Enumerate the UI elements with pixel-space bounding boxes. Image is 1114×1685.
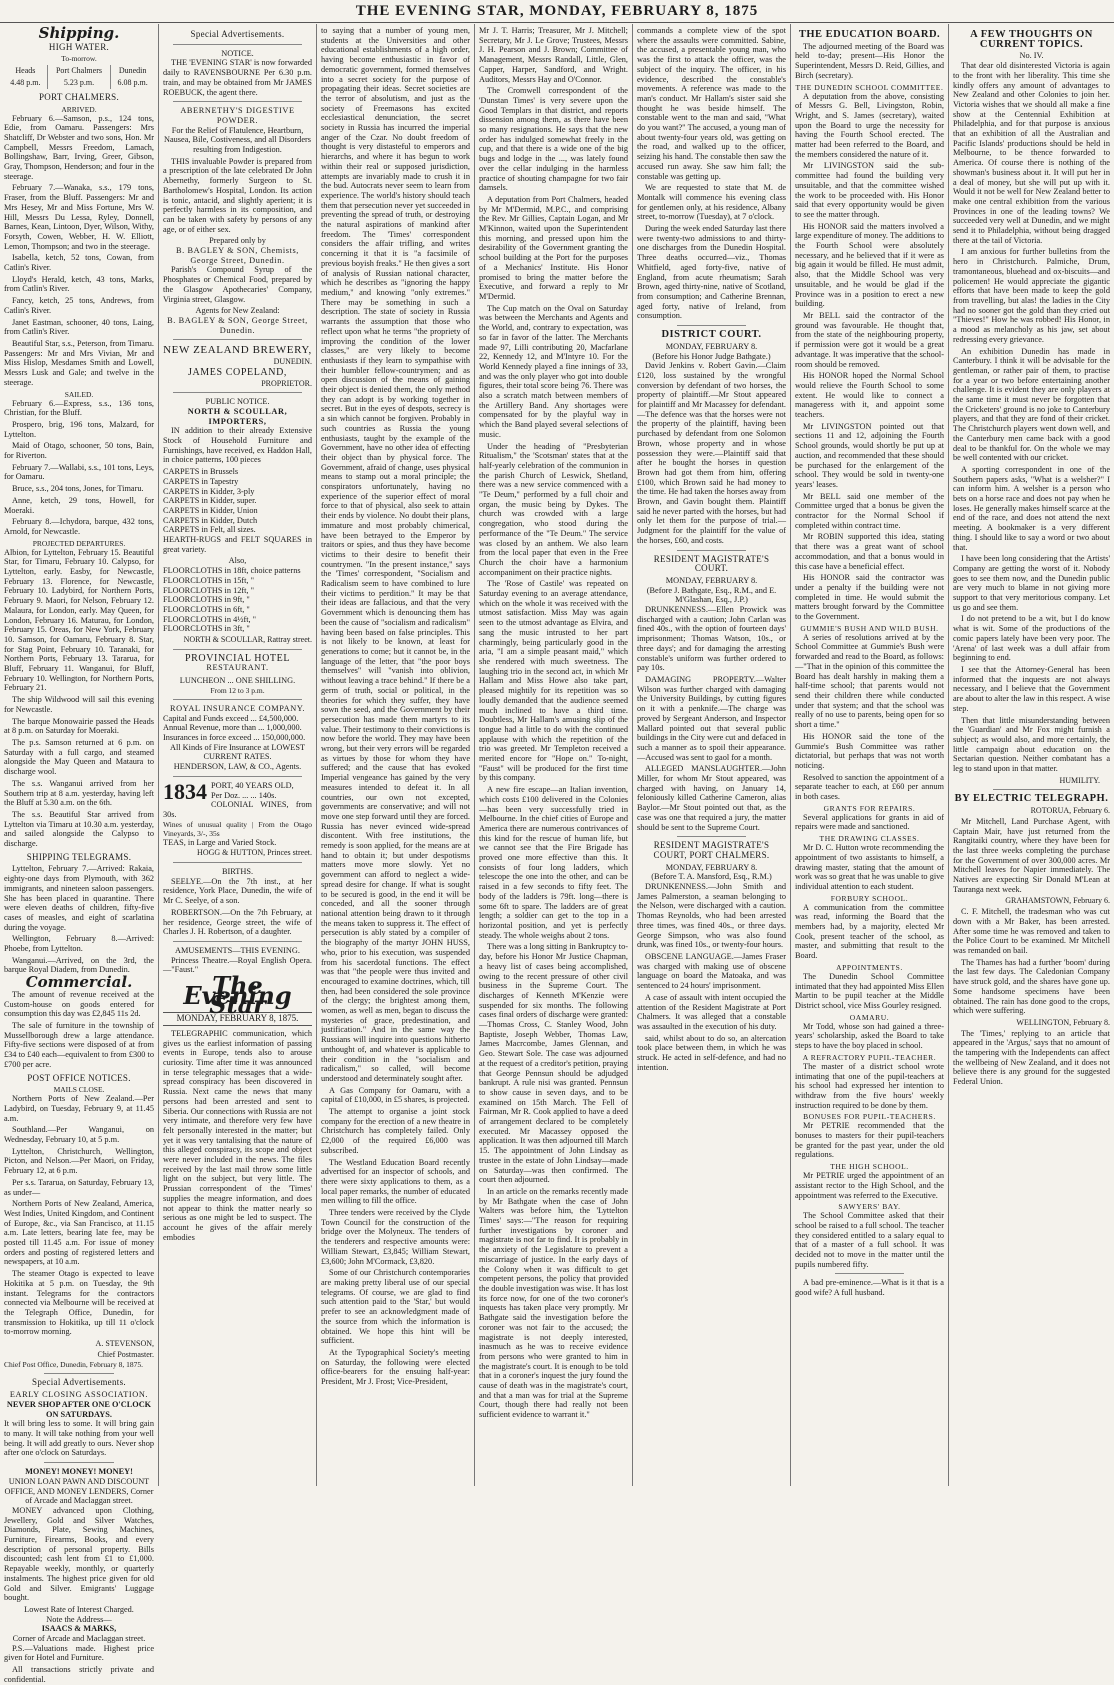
edu-subheading: BONUSES FOR PUPIL-TEACHERS. <box>803 1112 936 1122</box>
royal-capital: Capital and Funds exceed ... £4,500,000. <box>163 713 299 723</box>
projected-list: Albion, for Lyttelton, February 15. Beautiful Star, for Timaru, February 10. Calypso, for Lyttelton, early. Easby, for Newcastle, February 13. Florence, for Newcastle, February 10. Ladybird, for Northern Ports, February 9. Maori, for Nelson, February 12. Malaura, for London, early. May Queen, for London, February 16. Maturau, for London, February 15. Oreas, for New York, February 10. Samson, for Oamaru, February 8. Star, for Stag Point, February 10. Taranaki, for Northern Ports, February 13. Tararua, for Bluff, February 11. Wanganui, for Bluff, February 10. Wellington, for Northern Ports, February 21. <box>4 547 154 693</box>
separator <box>173 699 302 700</box>
current-topics-heading: A FEW THOUGHTS ON CURRENT TOPICS. <box>970 29 1093 50</box>
carpet-item: CARPETS in Kidder, super. <box>163 496 257 506</box>
separator <box>173 44 302 45</box>
floorcloth-item: FLOORCLOTHS in 15ft, " <box>163 575 254 585</box>
brewery-proprietor-name: JAMES COPELAND, <box>187 366 287 378</box>
money-heading: MONEY! MONEY! MONEY! <box>25 1467 133 1477</box>
topics-text: I am anxious for further bulletins from the hero in Christchurch. Palmiche, Drum, tramontaneous, bluehead and ox-biscuits—and policemen! He would appreciate the gigantic efforts that have been made to keep the gold from travelling, but alas! the ladies in the City had no sooner got the gold than they cried out "Thieves!" How he was robbed! His Honor, in a mood as melancholy as his jaw, set about redressing every grievance. <box>953 247 1110 344</box>
notice-text: THE 'EVENING STAR' is now forwarded daily to RAVENSBOURNE Per 6.30 p.m. train, and may be obtained from Mr JAMES ROEBUCK, the agent there. <box>163 58 312 97</box>
telegraph-dateline: ROTORUA, February 6. <box>1030 806 1110 816</box>
bagley-address: B. BAGLEY & SON, Chemists, George Street, Dunedin. <box>176 246 299 265</box>
news-item: The attempt to organise a joint stock company for the erection of a new theatre in Christchurch has completely failed. Only £2,000 of the required £6,000 was subscribed. <box>321 1107 470 1155</box>
newspaper-masthead: THE EVENING STAR, MONDAY, FEBRUARY 8, 1875 <box>355 3 759 19</box>
news-item: Three tenders were received by the Clyde Town Council for the construction of the bridge over the Molyneux. The tenders of the tenderers and respective amounts were: William Stewart, £3,845; William Stewart, £3,600; John M'Cormack, £3,820. <box>321 1208 470 1266</box>
royal-rates: All Kinds of Fire Insurance at LOWEST CURRENT RATES. <box>169 742 306 762</box>
edu-text: Resolved to sanction the appointment of a separate teacher to each, at £60 per annum in both cases. <box>795 772 944 802</box>
edu-subheading: THE DRAWING CLASSES. <box>819 834 920 844</box>
column-advertisements <box>159 26 316 1484</box>
money-name: ISAACS & MARKS, <box>41 1624 117 1634</box>
floorcloth-item: FLOORCLOTHS in 4½ft, " <box>163 614 257 624</box>
masthead <box>0 0 1114 23</box>
edu-subheading: THE DUNEDIN SCHOOL COMMITTEE. <box>795 82 944 92</box>
news-item: At the Typographical Society's meeting on Saturday, the following were elected office-bearers for the ensuing half-year: President, Mr J. Frost; Vice-President, <box>321 1347 470 1387</box>
news-item: The Cup match on the Oval on Saturday was between the Merchants and Agents and the World, and, contrary to expectation, was so far in favor of the latter. The Merchants made 97, Lilli contributing 20, Macfarlane 22, Kennedy 12, and M'Intyre 10. For the World Kennedy played a fine innings of 33, and was the only player who got into double figures, their total score being 76. There was also a scratch match between members of the Artillery Band. Any shortages were compensated for by the playful way in which the Band played several selections of music. <box>479 303 628 439</box>
sailing: Prospero, brig, 196 tons, Malzard, for Lyttelton. <box>4 419 154 439</box>
carpet-item: CARPETS in Felt, all sizes. <box>163 525 256 535</box>
sailing: Anne, ketch, 29 tons, Howell, for Moeraki. <box>4 495 154 515</box>
port-chalmers-heading: PORT CHALMERS. <box>38 91 119 102</box>
brewery-town: DUNEDIN. <box>273 357 312 367</box>
floorcloth-item: FLOORCLOTHS in 3ft, " <box>163 624 250 634</box>
tide-head: Port Chalmers <box>47 65 111 77</box>
rm-court-port-text: said, whilst about to do so, an altercation took place between them, in which he was struck. He acted in self-defence, and had no intention. <box>637 1033 786 1072</box>
separator <box>173 776 302 777</box>
teas-text: TEAS, in Large and Varied Stock. <box>163 837 277 847</box>
bagley-address: B. BAGLEY & SON, George Street, Dunedin. <box>167 315 308 335</box>
post-notice: Northern Ports of New Zealand, America, West Indies, United Kingdom, and Continent of Europe, &c., via San Francisco, at 11.15 a.m. Late letters, bearing late fee, may be posted till 11.45 a.m. For issue of money orders and posting of registered letters and newspapers, at 10 a.m. <box>4 1199 154 1267</box>
sailing: Maid of Otago, schooner, 50 tons, Bain, for Riverton. <box>4 441 154 461</box>
port-heading: PORT, 40 YEARS OLD, <box>211 780 294 790</box>
arrived-heading: ARRIVED. <box>61 104 97 114</box>
news-item: During the week ended Saturday last there were twenty-two admissions to and thirty-one discharges from the Dunedin Hospital. Three deaths occurred—viz., Thomas Whitfield, aged forty-five, native of England, from acute rheumatism; Sarah Brown, aged thirty-nine, native of Scotland, from consumption; and Catherine Brennan, aged forty, native of Ireland, from consumption. <box>637 224 786 321</box>
separator <box>173 649 302 650</box>
edu-text: Mr LIVINGSTON pointed out that sections 11 and 12, adjoining the Fourth School grounds, would shortly be put up at auction, and recommended that these should be purchased for the enlargement of the school. They would be sold in twenty-one years' leases. <box>795 421 944 489</box>
port-year: 1834 <box>163 778 207 804</box>
births-heading: BIRTHS. <box>221 867 254 877</box>
carpet-item: CARPETS in Tapestry <box>163 476 239 486</box>
powder-text: THIS invaluable Powder is prepared from a prescription of the late celebrated Dr John Abernethy, formerly Surgeon to St. Bartholomew's Hospital, London. Its action is tonic, antacid, and slightly aperient; it is perfectly harmless in its composition, and can be taken with safety by persons of any age, or of either sex. <box>163 156 312 234</box>
edu-text: Mr BELL said one member of the Committee urged that a bonus be given the contractor for the Normal School if completed within contract time. <box>795 491 944 530</box>
edu-text: Mr ROBIN supported this idea, stating that there was a great want of school accommodation, and that a bonus would in this case have a beneficial effect. <box>795 532 944 571</box>
post-notice: The steamer Otago is expected to leave Hokitika at 5 p.m. on Tuesday, the 9th instant. Telegrams for the contractors connected via Melbourne will be received at the Telegraph Office, Dunedin, for transmission to Hokitika, up till 11 o'clock to-morrow morning. <box>4 1269 154 1337</box>
rm-court-date: MONDAY, FEBRUARY 8. <box>665 575 758 585</box>
arrival: Lloyd's Herald, ketch, 43 tons, Marks, from Catlin's River. <box>4 274 154 294</box>
floorcloth-item: FLOORCLOTHS in 18ft, choice patterns <box>163 566 301 576</box>
edu-subheading: SAWYERS' BAY. <box>838 1202 901 1212</box>
ship-news: The p.s. Samson returned at 6 p.m. on Saturday with a full cargo, and steamed alongside the May Queen and Mataura to discharge wool. <box>4 738 154 777</box>
post-notice: Lyttelton, Christchurch, Wellington, Picton, and Nelson.—Per Maori, on Friday, February 12, at 6 p.m. <box>4 1146 154 1176</box>
district-court-heading: DISTRICT COURT. <box>661 329 762 341</box>
news-item: commands a complete view of the spot where the assaults were committed. Sabine, the accused, a presentable young man, who was the first to attack the officer, was the subject of the inquiry. The officer, in his evidence, described the constable's movements. A reference was made to the man's conduct. Mr Hallam's sister said she thought he was beside himself. The constable went to the man and said, "What do you want?" The accused, a young man of about twenty-four years old, was getting on the road, and walked up to the officer, seizing his hand. The constable then saw the accused run away. She saw him fall; the constable was getting up. <box>637 26 786 181</box>
floorcloth-item: FLOORCLOTHS in 12ft, " <box>163 585 254 595</box>
news-item: Some of our Christchurch contemporaries are making pretty liberal use of our special telegrams. Of course, we are glad to find such attention paid to the 'Star,' but would prefer to see an acknowledgment made of the source from which the information is obtained. We hope this hint will be sufficient. <box>321 1268 470 1346</box>
commercial-text: The amount of revenue received at the Custom-house on goods entered for consumption this day was £2,845 11s 2d. <box>4 989 154 1019</box>
topics-text: An exhibition Dunedin has made in Canterbury. I think it will be advisable for the gentleman, or rather pair of them, to practise for a year or two before entertaining another challenge. It is evident they are only players at the same time it must never be forgotten that the Cricketers' ground is no joke to Canterbury players, and that they are fond of their cricket. The Christchurch players went down well, and the Canterbury men came back with a good deal to be thankful for. On the whole we may be well contented with our cricket. <box>953 346 1110 463</box>
edu-subheading: FORBURY SCHOOL. <box>830 893 909 903</box>
mails-close-heading: MAILS CLOSE. <box>53 1085 105 1095</box>
news-item: A new fire escape—an Italian invention, which costs £100 delivered in the Colonies—has been very successfully tried in Melbourne. In the chief cities of Europe and America there are numerous contrivances of this kind for the rescue of human life, but we cannot see that the Fire Brigade has proved one more effective than this. It consists of four long ladders, which telescope the one into the other, and can be raised in a few seconds to fifty feet. The body of the ladders is 79ft. long—there is some 6ft to spare. The ladders are of great length; a soldier can get to the top in a horizontal position, and yet is perfectly steady. The whole weighs about 2 tons. <box>479 785 628 940</box>
wines-text: Wines of unusual quality | From the Otago Vineyards, 3/-, 35s <box>163 819 312 838</box>
edu-text: The master of a district school wrote intimating that one of the pupil-teachers at his school had expressed her intention to withdraw from the five hours' weekly instruction required to be done by them. <box>795 1061 944 1110</box>
topics-text: I do not pretend to be a wit, but I do know what is wit. Some of the productions of the comic papers lately have been very poor. The 'Arena' of last week was a dull affair from beginning to end. <box>953 614 1110 663</box>
news-item: In an article on the remarks recently made by Mr Bathgate when the case of John Walters was before him, the 'Lyttelton Times' says:—"The reason for requiring further investigations by coroner and magistrate is not far to find. It is probably in the anxiety of the Legislature to prevent a miscarriage of justice. In the early days of the Colony when it was difficult to get competent persons, the policy that provided the double investigation was wise. It has lost its force now, for one of the two coroner's inquests has taken place very promptly. Mr Bathgate said the investigation before the coroner was not fair to the accused; the magistrate is not deeply interested, inasmuch as he was to receive evidence from persons who were granted to him in the magistrate's court. It is enough to be told that in a coroner's inquest the jury found the cause of death was in the magistrate's court, and that a man was for trial at the Supreme Court, though there had really not been sufficient evidence to warrant it." <box>479 1186 628 1420</box>
luncheon-text: LUNCHEON ... ONE SHILLING. <box>179 676 296 686</box>
floorcloth-list <box>163 566 312 634</box>
edu-text: Mr BELL said the contractor of the ground was favourable. He thought that, from the state of the neighbouring property, if permission were got it would be a great advantage. It was imperative that the school-room should be removed. <box>795 310 944 369</box>
edu-text: His HONOR hoped the Normal School would relieve the Fourth School to some extent. He would like to connect a manageress with it, and appoint some teachers. <box>795 371 944 420</box>
special-ads-heading: Special Advertisements. <box>32 1377 126 1388</box>
education-board-heading: THE EDUCATION BOARD. <box>798 29 941 40</box>
edu-subheading: OAMARU. <box>849 1012 890 1022</box>
public-notice-heading: PUBLIC NOTICE. <box>205 397 270 407</box>
edu-subheading: A REFRACTORY PUPIL-TEACHER. <box>802 1052 937 1062</box>
tide-time: 6.08 p.m. <box>111 77 154 89</box>
edu-text: Mr PETRIE urged the appointment of an assistant rector to the High School, and the appointment was referred to the Executive. <box>795 1171 944 1200</box>
powder-heading: ABERNETHY'S DIGESTIVE POWDER. <box>180 106 295 125</box>
separator <box>677 836 746 837</box>
tide-head: Dunedin <box>111 65 154 77</box>
news-item: Under the heading of "Presbyterian Ritualism," the 'Scotsman' states that at the half-yearly celebration of the communion in the parish Church of Leswick, Shetland, there was a new service commenced with a "Te Deum," performed by a full choir and organ, the music being by Dykes. The church was crowded with a large congregation, who stood during the performance of the "Te Deum." The service was closed by an anthem. We also learn from the local paper that even in the Free Church the choir have a harmonium accompaniment on their practice nights. <box>479 441 628 577</box>
arrival: Beautiful Star, s.s., Peterson, from Timaru. Passengers: Mr and Mrs Vivian, Mr and Miss Hislop, Mesdames Smith and Lowell, Messrs Lusk and Gale; and twelve in the steerage. <box>4 338 154 387</box>
luncheon-time: From 12 to 3 p.m. <box>210 685 265 695</box>
news-item: A Gas Company for Oamaru, with a capital of £10,000, in £5 shares, is projected. <box>321 1085 470 1105</box>
ship-news: The s.s. Beautiful Star arrived from Lyttelton via Timaru at 10.30 a.m. yesterday, and sailed alongside the Calypso to discharge. <box>4 809 154 849</box>
hotel-heading: PROVINCIAL HOTEL <box>184 652 291 664</box>
edu-text: A series of resolutions arrived at by the School Committee at Gummie's Bush were forwarded and read to the Board, as follows:—"That in the opinion of this committee the Board has dealt harshly in making them a half-time school; that parents would not send their children there while conducted under that system; and that the school was really of no use to parents, being open for so short a time." <box>795 632 944 730</box>
post-notice: Southland.—Per Wanganui, on Wednesday, February 10, at 5 p.m. <box>4 1125 154 1145</box>
separator <box>173 862 302 863</box>
edu-text: The adjourned meeting of the Board was held to-day; present—His Honor the Superintendent, Messrs D. Reid, Gillies, and Birch (secretary). <box>795 41 944 80</box>
ns-signature: NORTH & SCOULLAR, Rattray street. <box>183 635 312 645</box>
rm-court-port-judge: (Before T. A. Mansford, Esq., R.M.) <box>651 872 772 882</box>
sailed-heading: SAILED. <box>64 389 94 399</box>
edu-text: Several applications for grants in aid of repairs were made and sanctioned. <box>795 812 944 832</box>
carpet-item: CARPETS in Kidder, Dutch <box>163 515 258 525</box>
edu-text: A deputation from the above, consisting of Messrs G. Bell, Livingston, Robin, Wright, and S. James (secretary), waited upon the Board to urge the necessity for having the Fourth School erected. The matter had been referred to the Board, and the members considered the nature of it. <box>795 91 944 159</box>
evening-star-title: The Evening Star <box>183 971 292 1020</box>
telegram: Wanganui.—Arrived, on the 3rd, the barque Royal Diadem, from Dunedin. <box>4 955 154 975</box>
topics-text: I see that the Attorney-General has been informed that the inquests are not always necessary, and I believe that the Government are about to alter the law in this respect. A wise step. <box>953 665 1110 713</box>
arrival: Isabella, ketch, 52 tons, Cowan, from Catlin's River. <box>4 253 154 273</box>
separator <box>173 339 302 340</box>
post-notice: Per s.s. Tararua, on Saturday, February 13, as under— <box>4 1177 154 1197</box>
telegram: Lyttelton, February 7.—Arrived: Rakaia, eighty-one days from Plymouth, with 362 immigrants, and nineteen saloon passengers. She has been placed in quarantine. There were eleven deaths of children, fifty-five cases of measles, and eight of scarlatina during the voyage. <box>4 864 154 932</box>
sailing: February 7.—Wallabi, s.s., 101 tons, Leys, for Oamaru. <box>4 462 154 482</box>
carpet-item: CARPETS in Brussels <box>163 467 239 477</box>
sailing: February 8.—Ichydora, barque, 432 tons, Arnold, for Newcastle. <box>4 517 154 536</box>
edu-text: The Dunedin School Committee intimated that they had appointed Miss Ellen Martin to be pupil teacher at the Middle District school, vice Miss Gourley resigned. <box>795 971 944 1010</box>
royal-agents: HENDERSON, LAW, & CO., Agents. <box>173 762 302 772</box>
arrival: February 6.—Samson, p.s., 124 tons, Edie, from Oamaru. Passengers: Mrs Shatcliff, Dr Webster and two sons, Hon. Mr Campbell, Messrs Freedom, Lamach, Bollingshaw, Barr, Irving, Greer, Gibson, Gray, Thompson, Henderson; and four in the steerage. <box>4 113 154 181</box>
hearth-rugs: HEARTH-RUGS and FELT SQUARES in great variety. <box>163 535 312 554</box>
colonial-wines: COLONIAL WINES, from 30s. <box>163 800 312 819</box>
edu-text: The School Committee asked that their school be raised to a full school. The teacher they considered entitled to a salary equal to that of a master of a full school. It was decided not to move in the matter until the pupils numbered fifty. <box>795 1211 944 1269</box>
shipping-telegrams-heading: SHIPPING TELEGRAMS. <box>26 851 132 862</box>
column-shipping <box>0 24 158 1684</box>
ns-text: IN addition to their already Extensive Stock of Household Furniture and Furnishings, have received, ex Haddon Hall, in choice patterns, 100 pieces <box>163 426 312 465</box>
arrival: Fancy, ketch, 25 tons, Andrews, from Catlin's River. <box>4 296 154 315</box>
high-water-heading: HIGH WATER. <box>48 41 110 52</box>
telegraph-text: The Thames has had a further 'boom' during the last few days. The Caledonian Company have struck gold, and the shares have gone up. Some handsome specimens have been obtained. The rain has done good to the crops, which were suffering. <box>953 957 1110 1016</box>
news-item: Mr J. T. Harris; Treasurer, Mr J. Mitchell; Secretary, Mr J. Le Grove; Trustees, Messrs J. H. Pearson and J. Brown; Committee of Management, Messrs Randall, Little, Glen, Capper, Harper, Sandford, and Wright. Auditors, Messrs Hay and O'Connor. <box>479 26 628 84</box>
money-rate: Lowest Rate of Interest Charged. <box>24 1604 134 1614</box>
brewery-proprietor-label: PROPRIETOR. <box>261 378 312 388</box>
column-news <box>475 26 632 1484</box>
edu-text: Mr LIVINGSTON said the sub-committee had found the building very unsuitable, and that the committee wished the work to be proceeded with. His Honor said that every opportunity would be given to see the matter through. <box>795 161 944 219</box>
news-item: The Westland Education Board recently advertised for an inspector of schools, and there were sixty applications to them, as a local paper remarks, the number of educated men willing to fill the office. <box>321 1157 470 1206</box>
sailing: February 6.—Express, s.s., 136 tons, Christian, for the Bluff. <box>4 398 154 418</box>
rm-court-port-text: A case of assault with intent occupied the attention of the Resident Magistrate at Port Chalmers. It was alleged that a constable was assaulted in the execution of his duty. <box>637 992 786 1031</box>
rm-court-text: ALLEGED MANSLAUGHTER.—John Miller, for whom Mr Stout appeared, was charged with having, on January 14, feloniously killed Catherine Cameron, alias Baylor.—Mr Stout pointed out that, as the case was one that required a jury, the matter should be sent to the Supreme Court. <box>637 764 786 832</box>
evening-star-date: MONDAY, FEBRUARY 8, 1875. <box>163 1012 312 1026</box>
edu-text: His HONOR said the matters involved a large expenditure of money. The additions to the Fourth School were absolutely necessary, and he believed that if it were as big again it would be filled. He must admit, also, that the Middle School was very unsuitable, and he would be glad if the Province was in a position to erect a new building. <box>795 221 944 309</box>
district-court-date: MONDAY, FEBRUARY 8. <box>665 341 758 351</box>
separator <box>993 789 1070 790</box>
union-loan-heading: UNION LOAN PAWN AND DISCOUNT OFFICE, AND MONEY LENDERS, Corner of Arcade and Maclaggan street. <box>4 1476 154 1506</box>
money-address: Corner of Arcade and Maclaggan street. <box>12 1634 146 1644</box>
ship-news: The barque Monowairie passed the Heads at 8 p.m. on Saturday for Moeraki. <box>4 716 154 736</box>
rm-court-text: DRUNKENNESS.—Ellen Prowick was discharged with a caution; John Carlan was fined 40s., with the option of fourteen days' imprisonment; Thomas Watson, 10s., or three days'; and for damaging the arresting constable's uniform was further ordered to pay 10s. <box>637 605 786 673</box>
parish-text: Parish's Compound Syrup of the Phosphates or Chemical Food, prepared by the Glasgow Apothecaries' Company, Virginia street, Glasgow. <box>163 265 312 304</box>
notice-heading: NOTICE. <box>221 48 254 58</box>
rm-court-port-text: DRUNKENNESS.—John Smith and James Palmerston, a seaman belonging to the Nelson, were discharged with a caution. Thomas Reynolds, who had been arrested three times, was fined 40s., or three days. George Simpson, who was also found drunk, was fined 10s., or twenty-four hours. <box>637 882 786 950</box>
high-water-sub: To-morrow. <box>61 54 97 64</box>
news-item: There was a long sitting in Bankruptcy to-day, before his Honor Mr Justice Chapman, a heavy list of cases being accomplished, owing to the recent pressure of other civil business in the Supreme Court. The discharges of Kenneth M'Kenzie were suspended for six months. The following cases final orders of discharge were granted:—Thomas Cross, C. Stanley Wood, John Baptiste, Joseph Webber, Thomas Law, James Macrcombe, James Glennan, and Geo. Stewart Sole. The case was adjourned at the request of a creditor's petition, praying that George Pennsun should be adjudged bankrupt. A rule nisi was granted. Pennsun to show cause in seven days, and to be examined on 15th March. The Fell of Fairman, Mr R. Cook applied to have a deed of arrangement declared to be completely executed. Mr Macassey opposed the application. It was then adjourned till March 15. The appointment of John Lindsay as trustee in the estate of John Lindsay—made on Saturday—was then confirmed. The court then adjourned. <box>479 942 628 1185</box>
ship-news: The s.s. Wanganui arrived from her Southern trip at 8 a.m. yesterday, having left the Bluff at 5.30 a.m. on the 6th. <box>4 778 154 808</box>
separator <box>173 392 302 393</box>
separator <box>173 101 302 102</box>
topics-text: A sporting correspondent in one of the Southern papers asks, "What is a welsher?" I can inform him. A welsher is a person who bets on a horse race and does not pay when he loses. He generally makes himself scarce at the end of the race, and does not attend the next meeting. A bookmaker is a very different thing. I should like to say a word or two about that. <box>953 464 1110 552</box>
telegraph-text: The 'Times,' replying to an article that appeared in the 'Argus,' says that no amount of the tampering with the Independents can affect the wellbeing of New Zealand, and it does not believe there is any ground for the suggested Federal Union. <box>953 1028 1110 1087</box>
column-education-board <box>791 26 948 1484</box>
rm-court-port-heading: RESIDENT MAGISTRATE'S COURT, PORT CHALMERS. <box>653 840 770 860</box>
money-footer: All transactions strictly private and confidential. <box>4 1665 154 1684</box>
edu-text: A communication from the committee was read, informing the Board that the members had, by a majority, elected Mr Cook, present teacher of the school, as master, and submitting that result to the Board. <box>795 902 944 961</box>
hotel-sub: RESTAURANT. <box>206 663 269 673</box>
hogg-signature: HOGG & HUTTON, Princes street. <box>197 848 312 858</box>
early-closing-text: It will bring less to some. It will bring gain to many. It will take nothing from your well being. It will add greatly to ours. Never shop after one o'clock on Saturdays. <box>4 1419 154 1458</box>
separator <box>677 325 746 326</box>
powder-sub: For the Relief of Flatulence, Heartburn, Nausea, Bile, Costiveness, and all Disorders resulting from Indigestion. <box>163 125 311 155</box>
royal-heading: ROYAL INSURANCE COMPANY. <box>169 703 306 713</box>
royal-revenue: Annual Revenue, more than ... 1,000,000. <box>163 723 302 733</box>
north-scoullar-heading: NORTH & SCOULLAR, IMPORTERS, <box>187 406 288 426</box>
projected-heading: PROJECTED DEPARTURES. <box>32 538 126 548</box>
edu-text: A bad pre-eminence.—What is it that is a good wife? A full husband. <box>795 1278 944 1298</box>
birth-notice: ROBERTSON.—On the 7th February, at her residence, George street, the wife of Charles J. H. Robertson, of a daughter. <box>163 907 312 937</box>
edu-text: His HONOR said the tone of the Gummie's Bush Committee was rather dictatorial, but perhaps that was not worth noticing. <box>795 731 944 770</box>
edu-subheading: APPOINTMENTS. <box>836 962 903 972</box>
telegraph-text: Mr Mitchell, Land Purchase Agent, with Captain Mair, have just returned from the Rangitaiki country, where they have been for the last three weeks completing the purchase for the Government of over 300,000 acres. Mr Mitchell leaves for Napier immediately. The Natives are expecting Sir Donald M'Lean at Tauranga next week. <box>953 816 1110 894</box>
rm-court-judge: (Before J. Bathgate, Esq., R.M., and E. M'Glashan, Esq., J.P.) <box>646 585 777 605</box>
tide-table <box>4 65 154 88</box>
leader-continued: to saying that a number of young men, students at the Universities and other educational establishments of a high order, having become enthusiastic in favor of democratic government, formed themselves into a secret society for the purpose of propagating their ideas. Secret societies are the terror of absolutism, and just as the society of Freemasons has excited ecclesiastical denunciation, the secret society in Russia has incurred the imperial anger of the Czar. No doubt freedom of thought is very distasteful to emperors and hierarchs, and where it has begun to work within their real or supposed jurisdiction, attempts are invariably made to crush it in the bud. Autocrats never seem to learn from experience. The world's history should teach them that persecution never yet succeeded in preventing the spread of truth, or destroying the natural aspirations of mankind after freedom. The 'Times' correspondent considers the affair trifling, and writes concerning it that it is "a facsimile of previous boyish freaks." He then gives a sort of analysis of Russian national character, which he describes as "ignoring the happy medium," and knowing "only extremes." There may be something in such a description. The state of society in Russia warrants the assumption that those who reflect upon what he terms "the propriety of improving the condition of the lower classes," are very likely to become enthusiasts if they learn to sympathise with their humbler fellow-countrymen; and as open discussion of the means of gaining their object is denied them, the only method they can adopt is by working together in secret. But in the eyes of despots, secrecy is a sin which cannot be forgiven. Probably in such countries as Russia the young enthusiasts, taught by the example of the Government, have no other idea of effecting their object than by physical force. The Government, afraid of change, uses physical means to stamp out a moral principle; the conspirators unfortunately, having no experience of the superior effect of moral force to that of physical, also seek to attain their ends by violence. No doubt their plans, immature and most probably chimerical, have been betrayed to the Emperor by traitors or spies, and thus they have become victims to their desire to benefit their countrymen. "In the present instance," says the 'Times' correspondent, "Socialism and Radicalism seem to have combined to lure their victims to perdition." It may be that their ideas are fallacious, and that the very Government which is denouncing them has been the cause of "socialism and radicalism" having been based on false principles. This is not likely to be known, at least for generations to come; but it cannot be, in the language of the letter, that "the poor boys themselves" will "vanish into oblivion, without leaving a trace behind." If there be a germ of truth, social or political, in the theories for which they suffer, they have sown the seed, and the Government by their persecution has made them martyrs to its value. Their testimony to their convictions is now before the world. They may have been wrong, but their very errors will be regarded as virtues by those for whom they have suffered; and the cause that has evoked Imperial vengeance has gained by the very measures intended to defeat it. In all countries, our own not excepted, governments are conservative; and will not move one step forward until they are forced. Russia has never evinced wide-spread discontent. With free institutions, the remedy is soon applied, for the means are at hand to obtain it; but under despotisms matters move more slowly. Yet no government can afford to neglect a wide-spread desire for change. If what is sought to be secured is good, in the end it will be conceded, and all the sooner through national attention being drawn to it through the means taken to suppress it. The effect of persecution is ably stated by a compiler of the biography of the martyr JOHN HUSS, who, prior to his execution, was suspended from his sacerdotal functions. The effect was that "the people were thus invited and encouraged to examine doctrines, which, till then, had been considered the sole province of the clergy; the brightest among them, women, as well as men, began to discuss the mysteries of grace, predestination, and justification." And in the same way the Russians will inquire into questions hitherto unthought of, and whatever is applicable to their condition in the "socialism and radicalism," so called, will become understood and determinately sought after. <box>321 26 470 1083</box>
telegram: Wellington, February 8.—Arrived: Phoebe, from Lyttelton. <box>4 934 154 954</box>
edu-text: Mr D. C. Hutton wrote recommending the appointment of two assistants to himself, a drawing master, stating that the amount of work was so great that he was unable to give individual attention to each student. <box>795 843 944 891</box>
topics-text: That dear old disinterested Victoria is again to the front with her liberality. This time she kindly offers any amount of advantages to New Zealand and other Colonies to join her. Victoria wishes that we should all make a fine show at the Centennial Exhibition at Philadelphia, and for that purpose is anxious that an exhibition of all the Australian and Pacific Islands' productions should be held in Melbourne, to be thence forwarded to America. Of course there is nothing of the showman's business about it. It will put her in a deal of money, but she will put up with it. Would it not be well for New Zealand better to make one central exhibition from the various Provinces in one of the leading towns? We succeeded very well at Dunedin, and we might send it to Philadelphia, without being dragged there at the tail of Victoria. <box>953 61 1110 245</box>
post-office-heading: POST OFFICE NOTICES. <box>27 1072 131 1083</box>
edu-subheading: GUMMIE'S BUSH AND WILD BUSH. <box>800 623 939 633</box>
tide-head: Heads <box>15 66 36 76</box>
news-item: A deputation from Port Chalmers, headed by Mr M'Dermid, M.P.C., and comprising the Rev. Mr Gillies, Captain Logan, and Mr M'Kinnon, waited upon the Superintendent this morning, and pressed upon him the desirability of the Government granting the school building at the Port for the purposes of a Mechanics' Institute. His Honor promised to bring the matter before the Executive, and forward a reply to Mr M'Dermid. <box>479 194 628 301</box>
district-court-judge: (Before his Honor Judge Bathgate.) <box>652 351 771 361</box>
tide-time: 4.48 p.m. <box>10 78 41 88</box>
brewery-name: NEW ZEALAND BREWERY, <box>163 344 312 357</box>
news-item: The 'Rose of Castile' was repeated on Saturday evening to an average attendance, which on the whole it was received with the utmost satisfaction. Miss May was again seen to the utmost advantage as Elvira, and sang the music intrusted to her part charmingly, being particularly good in the aria, "I am a simple peasant maid," which she rendered with much sweetness. The laughing trio in the second act, in which Mr Hallam and Miss Howe also take part, pleased mightily for its repetition was so loudly demanded that the audience seemed much inclined to have a third time. Doubtless, Mr Hallam's amusing slip of the tongue had a little to do with the continued applause with which the repetition of the trio was greeted. Mr Templeton received a merited encore for "Hope on." To-night, "Faust" will be produced for the first time by this company. <box>479 579 628 783</box>
birth-notice: SEELYE.—On the 7th inst., at her residence, York Place, Dunedin, the wife of Mr C. Seelye, of a son. <box>163 876 312 906</box>
news-item: We are requested to state that M. de Montalk will commence his evening class for gentlemen only, at his residence, Albany street, to-morrow (Tuesday), at 7 o'clock. <box>637 183 786 222</box>
separator <box>44 1373 114 1374</box>
special-ads-heading: Special Advertisements. <box>190 29 285 39</box>
tide-time: 5.23 p.m. <box>47 77 111 89</box>
prepared-by: Prepared only by <box>209 236 266 246</box>
agents-label: Agents for New Zealand: <box>195 306 280 316</box>
floorcloth-item: FLOORCLOTHS in 9ft, " <box>163 595 250 605</box>
rm-court-port-text: OBSCENE LANGUAGE.—James Fraser was charged with making use of obscene language on board the Matoaka, and was sentenced to 24 hours' imprisonment. <box>637 951 786 991</box>
topics-text: Then that little misunderstanding between the 'Guardian' and Mr Fox might furnish a subject; as would also, and more certainly, the little campaign about education on the Sectarian question. Neither combatant has a leg to stand upon in that matter. <box>953 715 1110 774</box>
port-price: Per Doz. ... ... 140s. <box>211 790 277 800</box>
edu-text: His HONOR said the contractor was under a penalty if the building were not completed in time. He would submit the matters brought forward by the Committee to the Government. <box>795 573 944 622</box>
sailing: Bruce, s.s., 204 tons, Jones, for Timaru. <box>12 484 144 494</box>
topics-signature: HUMILITY. <box>1059 775 1100 785</box>
separator <box>44 1462 114 1463</box>
rm-court-port-date: MONDAY, FEBRUARY 8. <box>665 862 758 872</box>
telegraph-dateline: GRAHAMSTOWN, February 6. <box>1005 896 1110 906</box>
carpet-list <box>163 467 312 535</box>
postmaster-title: Chief Postmaster. <box>97 1349 154 1359</box>
telegraph-dateline: WELLINGTON, February 8. <box>1016 1017 1110 1027</box>
edu-text: Mr PETRIE recommended that the bonuses to masters for their pupil-teachers be granted for the past year, under the old regulations. <box>795 1121 944 1160</box>
telegraph-heading: BY ELECTRIC TELEGRAPH. <box>954 793 1109 805</box>
separator <box>677 550 746 551</box>
district-court-text: David Jenkins v. Robert Gavin.—Claim £120, loss sustained by the wrongful conversion by defendant of two horses, the property of plaintiff.—Mr Stout appeared for plaintiff and Mr Macassey for defendant.—The defence was that the horses were not the property of the plaintiff, having been purchased by defendant from one Solomon Brown, whose property and in whose possession they were.—Plaintiff said that after he bought the horses in question Brown had got them from him, offering £100, which Brown said he had money to the time. He had taken the horses away from Brown, and Gavin bought them. Plaintiff said he never parted with the horses, but had only let them for the purpose of trial.—Judgment for the plaintiff for the value of the horses, £60, and costs. <box>637 361 786 545</box>
rm-court-text: DAMAGING PROPERTY.—Walter Wilson was further charged with damaging the University Buildings, by cutting figures on it with a penknife.—The charge was proved by Sergeant Anderson, and Inspector Mallard pointed out that several public buildings in the City were cut and defaced in such a manner as to spoil their appearance.—Accused was sent to gaol for a month. <box>637 675 786 762</box>
early-closing-slogan: NEVER SHOP AFTER ONE O'CLOCK ON SATURDAYS. <box>6 1399 152 1419</box>
separator <box>835 1273 904 1274</box>
current-topics-number: No. IV. <box>1019 51 1044 61</box>
rm-court-heading: RESIDENT MAGISTRATE'S COURT. <box>653 553 770 574</box>
edu-subheading: THE HIGH SCHOOL. <box>830 1162 909 1172</box>
carpet-item: CARPETS in Kidder, Union <box>163 505 258 515</box>
commercial-text: The sale of furniture in the township of Mussellborough drew a large attendance. Fifty-five sections were disposed of at from £34 to £40 each—equivalent to from £300 to £700 per acre. <box>4 1020 154 1069</box>
post-notice: Northern Ports of New Zealand.—Per Ladybird, on Tuesday, February 9, at 11.45 a.m. <box>4 1094 154 1123</box>
amusements-heading: AMUSEMENTS—THIS EVENING. <box>175 945 300 955</box>
floorcloth-item: FLOORCLOTHS in 6ft, " <box>163 604 250 614</box>
news-item: The Cromwell correspondent of the 'Dunstan Times' is very severe upon the Good Templars in that district, and reports dissension among them, as there have been so many resignations. He says that the new order has indulged somewhat freely in the cup, and that there is a wide one of the big bugs and lodge in the ..., was lately found over the cellar indulging in the harmless practice of shouting champagne for two fair damsels. <box>479 86 628 193</box>
amusement-item: Princess Theatre.—Royal English Opera.—"Faust." <box>163 955 312 975</box>
edu-text: Mr Todd, whose son had gained a three-years' scholarship, asked the Board to take steps to have the boy placed in school. <box>795 1021 944 1051</box>
money-text: MONEY advanced upon Clothing, Jewellery, Gold and Silver Watches, Diamonds, Plate, Sewing Machines, Furniture, Firearms, Books, and every description of personal property. Bills discounted; cash lent from £1 to £1,000. Repayable weekly, monthly, or quarterly instalments. The highest price given for old Gold and Silver. Emigrants' Luggage bought. <box>4 1505 154 1603</box>
edu-subheading: GRANTS FOR REPAIRS. <box>823 803 916 813</box>
post-office-date: Chief Post Office, Dunedin, February 8, 1875. <box>4 1360 144 1370</box>
telegraph-text: C. F. Mitchell, the tradesman who was cut down with a Mr Baker, has been arrested. After some time he was removed and taken to the Police Court to be examined. Mr Mitchell was remanded on bail. <box>953 907 1110 955</box>
ship-news: The ship Wildwood will sail this evening for Newcastle. <box>4 695 154 714</box>
topics-text: I have been long considering that the Artists' Company are getting the worst of it. Nobody goes to see them now, and the Dunedin public are very much to blame in not giving more support to that very meritorious company. Let us go and see them. <box>953 554 1110 612</box>
arrival: Janet Eastman, schooner, 40 tons, Laing, from Catlin's River. <box>4 317 154 337</box>
column-leader <box>317 26 474 1484</box>
also-label: Also, <box>228 556 247 566</box>
money-note: Note the Address— <box>46 1614 112 1624</box>
arrival: February 7.—Wanaka, s.s., 179 tons, Fraser, from the Bluff. Passengers: Mr and Mrs Hesey, Mr and Miss Fortune, Mrs W. Hill, Messrs Du Lessa, Ryley, Donnell, Barnes, Kean, Lintoon, Dyer, Wilson, Withy, Forsyth, Cowen, Webber, H. W. Elliott, Lemon, Thompson; and two in the steerage. <box>4 183 154 251</box>
postmaster-signature: A. STEVENSON, <box>95 1339 154 1349</box>
separator <box>173 941 302 942</box>
money-ps: P.S.—Valuations made. Highest price given for Hotel and Furniture. <box>4 1643 154 1663</box>
column-current-topics <box>949 26 1114 1484</box>
shipping-heading: Shipping. <box>38 24 120 42</box>
column-courts <box>633 26 790 1484</box>
royal-insurances: Insurances in force exceed ... 150,000,000. <box>163 733 306 742</box>
early-closing-heading: EARLY CLOSING ASSOCIATION. <box>9 1390 149 1400</box>
carpet-item: CARPETS in Kidder, 3-ply <box>163 486 255 496</box>
leader-text: TELEGRAPHIC communication, which gives us the earliest information of passing events in Europe, tends also to arouse curiosity. Time after time it was announced in terse telegraphic messages that a wide-spread conspiracy has been discovered in Russia. Next came the news that many persons had been arrested and sent to Siberia. Our connections with Russia are not very intimate, and therefore very few have felt personally interested in the matter; but yet it was very tantalising that the nature of this alleged conspiracy, its scope and object were never included in the news. The files received by the last mail throw some little light on the subject, but very little. The Prussian correspondent of the 'Times' supplies the meagre information, and does not appear to think the matter nearly so serious as one might be led to suspect. The account he gives of the affair merely embodies <box>163 1028 312 1242</box>
commercial-heading: Commercial. <box>25 973 133 992</box>
